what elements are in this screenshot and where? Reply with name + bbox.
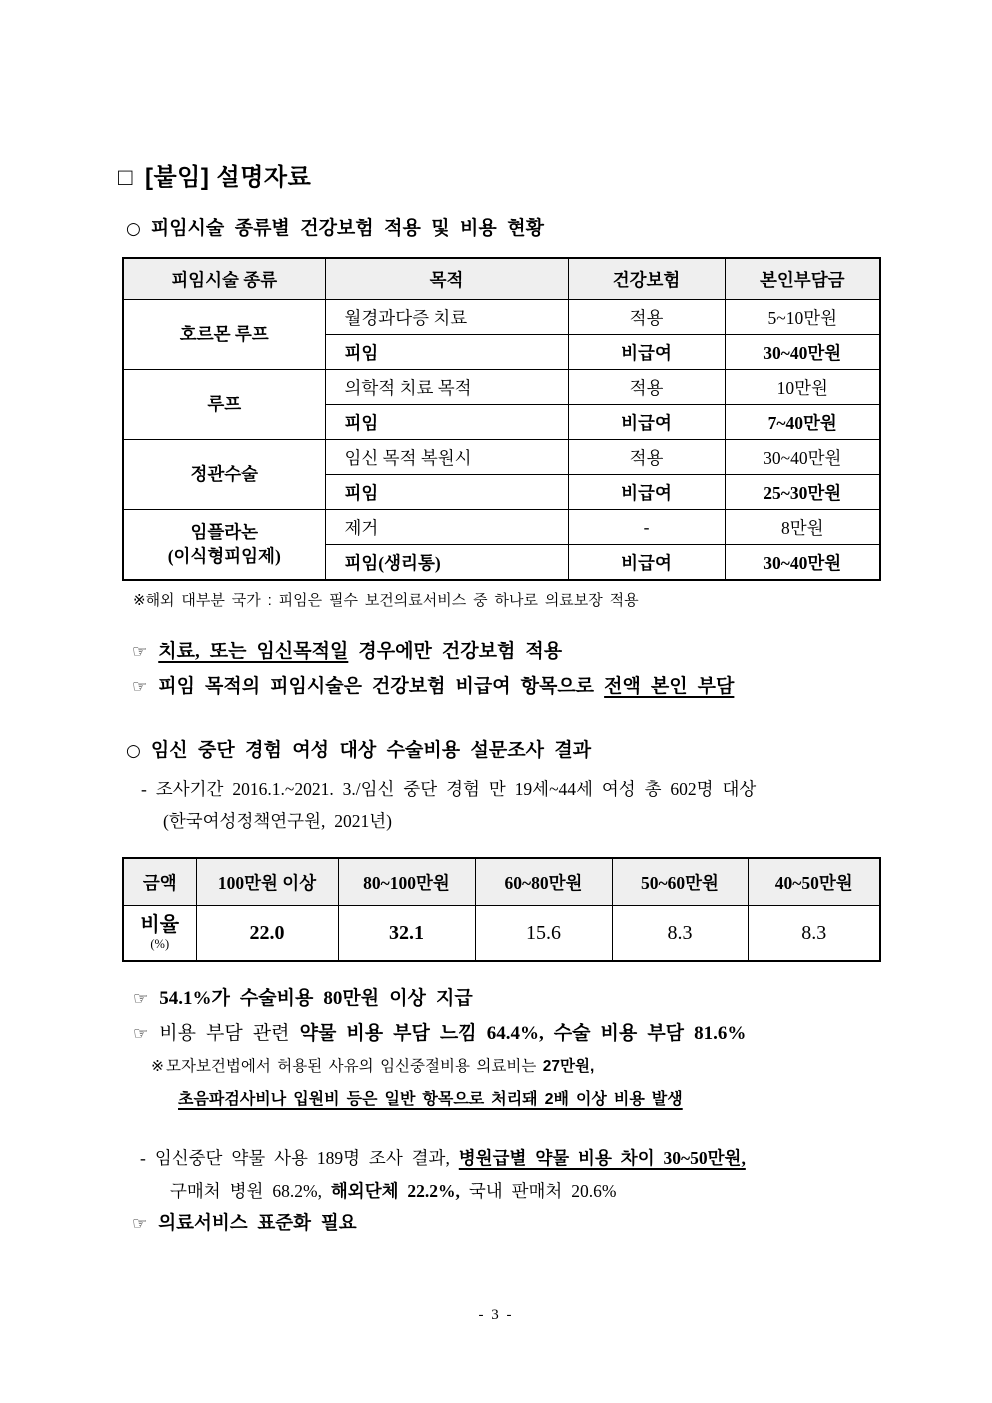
item-bold-text: 해외단체 22.2%,: [330, 1181, 460, 1201]
cell-purpose: 피임: [325, 405, 568, 440]
cell-procedure-type: [123, 510, 325, 581]
cell-ratio-label: [123, 906, 196, 962]
survey-source-line: (한국여성정책연구원, 2021년): [163, 811, 393, 831]
cell-purpose: 피임: [325, 335, 568, 370]
reference-mark-icon: ※: [151, 1058, 164, 1075]
cell-procedure-type: [123, 300, 325, 370]
callout-text: 의료서비스 표준화 필요: [158, 1214, 357, 1234]
cell-purpose: 피임: [325, 475, 568, 510]
cell-insurance: 비급여: [568, 335, 725, 370]
header-range: 40~50만원: [748, 858, 880, 906]
item-text: 구매처 병원 68.2%,: [170, 1181, 331, 1201]
procedure-type-label2: (이식형피임제): [167, 545, 281, 566]
header-procedure-type: 피임시술 종류: [123, 258, 325, 300]
header-range: 100만원 이상: [196, 858, 338, 906]
callout-text: 54.1%가 수술비용 80만원 이상 지급: [159, 988, 473, 1009]
header-purpose: 목적: [325, 258, 568, 300]
circle-bullet-icon: ○: [126, 219, 141, 239]
cell-insurance: 비급여: [568, 475, 725, 510]
cell-purpose: 의학적 치료 목적: [325, 370, 568, 405]
cell-insurance: 적용: [568, 370, 725, 405]
cell-purpose: 피임(생리통): [325, 545, 568, 581]
table1-footnote: ※해외 대부분 국가 : 피임은 필수 보건의료서비스 중 하나로 의료보장 적용: [133, 592, 639, 609]
dash-bullet: -: [140, 1148, 146, 1168]
medication-source-line: [170, 1178, 616, 1203]
callout-over-80: [133, 983, 473, 1010]
ratio-label: 비율: [140, 914, 180, 937]
note-bold-text: 27만원,: [542, 1058, 595, 1075]
procedure-type-label: 호르몬 루프: [179, 323, 269, 344]
note-text: 모자보건법에서 허용된 사유의 임신중절비용 의료비는: [166, 1058, 543, 1075]
callout-standardization: [132, 1209, 357, 1235]
survey-period-line: [141, 776, 756, 801]
page-number: - 3 -: [478, 1307, 514, 1323]
survey-period-text: 조사기간 2016.1.~2021. 3./임신 중단 경험 만 19세~44세 여성 총 602명 대상: [155, 779, 757, 799]
cell-procedure-type: [123, 370, 325, 440]
cell-ratio-value: 8.3: [612, 906, 748, 962]
cell-purpose: 월경과다증 치료: [325, 300, 568, 335]
cell-cost: 25~30만원: [725, 475, 880, 510]
procedure-type-label: 정관수술: [190, 463, 259, 484]
cell-procedure-type: [123, 440, 325, 510]
section1-title: [126, 213, 544, 240]
table1-header-row: [123, 258, 880, 300]
cell-purpose: 제거: [325, 510, 568, 545]
surgery-cost-table: [122, 857, 881, 962]
cell-cost: 7~40만원: [725, 405, 880, 440]
square-bullet-icon: □: [118, 164, 133, 191]
item-bold-underline-text: 병원급별 약물 비용 차이 30~50만원,: [458, 1148, 746, 1168]
header-amount: 금액: [123, 858, 196, 906]
cell-ratio-value: 32.1: [338, 906, 475, 962]
callout-cost-burden: [133, 1018, 746, 1045]
section2-title: [126, 735, 591, 762]
cell-cost: 5~10만원: [725, 300, 880, 335]
table1-row: [123, 440, 880, 475]
section1-title-label: 피임시술 종류별 건강보험 적용 및 비용 현황: [150, 218, 544, 239]
item-text: 국내 판매처 20.6%: [459, 1181, 617, 1201]
cell-ratio-value: 15.6: [475, 906, 612, 962]
cell-cost: 10만원: [725, 370, 880, 405]
attachment-heading-label: [붙임] 설명자료: [145, 164, 312, 191]
cell-insurance: -: [568, 510, 725, 545]
cell-cost: 30~40만원: [725, 545, 880, 581]
pointing-hand-icon: ☞: [133, 1024, 149, 1044]
cell-insurance: 적용: [568, 300, 725, 335]
callout-text: 경우에만 건강보험 적용: [348, 641, 563, 662]
pointing-hand-icon: ☞: [133, 989, 149, 1009]
procedure-type-label: 임플라논: [190, 521, 259, 542]
callout-bold-text: 약물 비용 부담 느낌 64.4%, 수술 비용 부담 81.6%: [299, 1023, 747, 1044]
cell-insurance: 비급여: [568, 545, 725, 581]
note-legal-abortion-cost: [151, 1054, 594, 1076]
contraception-insurance-table: [122, 257, 881, 581]
table1-row: [123, 300, 880, 335]
callout-underline-text: 전액 본인 부담: [604, 676, 735, 697]
ratio-unit-label: (%): [150, 937, 170, 952]
cell-insurance: 적용: [568, 440, 725, 475]
table1-row: [123, 510, 880, 545]
section2-title-label: 임신 중단 경험 여성 대상 수술비용 설문조사 결과: [150, 740, 592, 761]
cell-insurance: 비급여: [568, 405, 725, 440]
callout-insurance-scope: [132, 636, 562, 663]
table2-value-row: [123, 906, 880, 962]
table1-row: [123, 370, 880, 405]
header-insurance: 건강보험: [568, 258, 725, 300]
table2-header-row: [123, 858, 880, 906]
procedure-type-label: 루프: [207, 393, 242, 414]
callout-underline-text: 치료, 또는 임신목적일: [158, 641, 349, 662]
circle-bullet-icon: ○: [126, 741, 141, 761]
attachment-heading: [118, 157, 311, 192]
header-range: 60~80만원: [475, 858, 612, 906]
note-extra-cost-underline: 초음파검사비나 입원비 등은 일반 항목으로 처리돼 2배 이상 비용 발생: [178, 1091, 683, 1108]
pointing-hand-icon: ☞: [132, 1214, 148, 1234]
item-text: 임신중단 약물 사용 189명 조사 결과,: [154, 1148, 459, 1168]
header-range: 80~100만원: [338, 858, 475, 906]
pointing-hand-icon: ☞: [132, 642, 148, 662]
header-range: 50~60만원: [612, 858, 748, 906]
callout-text: 비용 부담 관련: [159, 1023, 300, 1044]
cell-ratio-value: 22.0: [196, 906, 338, 962]
callout-full-self-pay: [132, 671, 734, 698]
cell-purpose: 임신 목적 복원시: [325, 440, 568, 475]
cell-ratio-value: 8.3: [748, 906, 880, 962]
pointing-hand-icon: ☞: [132, 677, 148, 697]
header-self-pay: 본인부담금: [725, 258, 880, 300]
callout-text: 피임 목적의 피임시술은 건강보험 비급여 항목으로: [158, 676, 605, 697]
cell-cost: 30~40만원: [725, 335, 880, 370]
cell-cost: 8만원: [725, 510, 880, 545]
cell-cost: 30~40만원: [725, 440, 880, 475]
medication-survey-line: [140, 1145, 746, 1170]
dash-bullet: -: [141, 779, 147, 799]
